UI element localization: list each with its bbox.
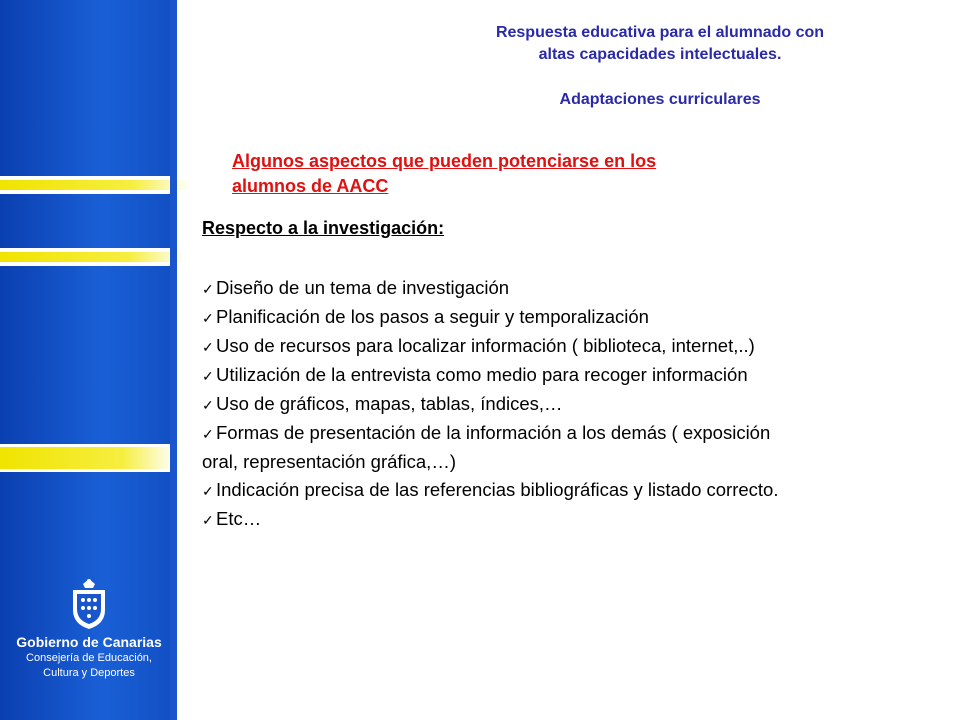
logo-name: Gobierno de Canarias [16,634,162,650]
check-icon: ✓ [202,310,214,326]
check-icon: ✓ [202,426,214,442]
band-block-3 [0,266,170,444]
section-title: Respecto a la investigación: [202,218,445,238]
check-icon: ✓ [202,368,214,384]
list-item: ✓ Indicación precisa de las referencias bibliográficas y listado correcto. [202,476,952,505]
check-icon: ✓ [202,483,214,499]
list-item: ✓ Formas de presentación de la información a los demás ( exposición [202,419,952,448]
check-icon: ✓ [202,512,214,528]
band-stripe-2 [0,252,185,262]
slide-title [380,22,940,66]
band-stripe-3 [0,447,175,469]
band-block-1 [0,0,170,176]
list-item-continuation: oral, representación gráfica,…) [202,451,456,472]
logo [14,578,164,680]
topic-heading-line1: Algunos aspectos que pueden potenciarse en los [232,151,657,171]
band-separator [170,0,177,720]
logo-dept-line1: Consejería de Educación, [26,652,152,664]
slide-title-line1: Respuesta educativa para el alumnado con [495,24,825,41]
logo-dept-line2: Cultura y Deportes [43,667,135,679]
slide-title-line2: altas capacidades intelectuales. [538,46,782,63]
topic-heading [232,149,832,199]
list-item: ✓ Diseño de un tema de investigación [202,274,952,303]
list-item: ✓ Etc… [202,505,952,534]
band-block-2 [0,194,170,248]
coat-of-arms-icon [67,578,111,630]
list-item: ✓ Uso de gráficos, mapas, tablas, índices,… [202,390,952,419]
slide-subtitle: Adaptaciones curriculares [559,91,761,108]
check-icon: ✓ [202,281,214,297]
topic-heading-line2: alumnos de AACC [232,176,389,196]
bullet-list [202,274,952,534]
list-item: ✓ Uso de recursos para localizar información ( biblioteca, internet,..) [202,332,952,361]
list-item: ✓ Planificación de los pasos a seguir y temporalización [202,303,952,332]
check-icon: ✓ [202,339,214,355]
list-item: ✓ Utilización de la entrevista como medio para recoger información [202,361,952,390]
check-icon: ✓ [202,397,214,413]
band-stripe-1 [0,180,190,190]
